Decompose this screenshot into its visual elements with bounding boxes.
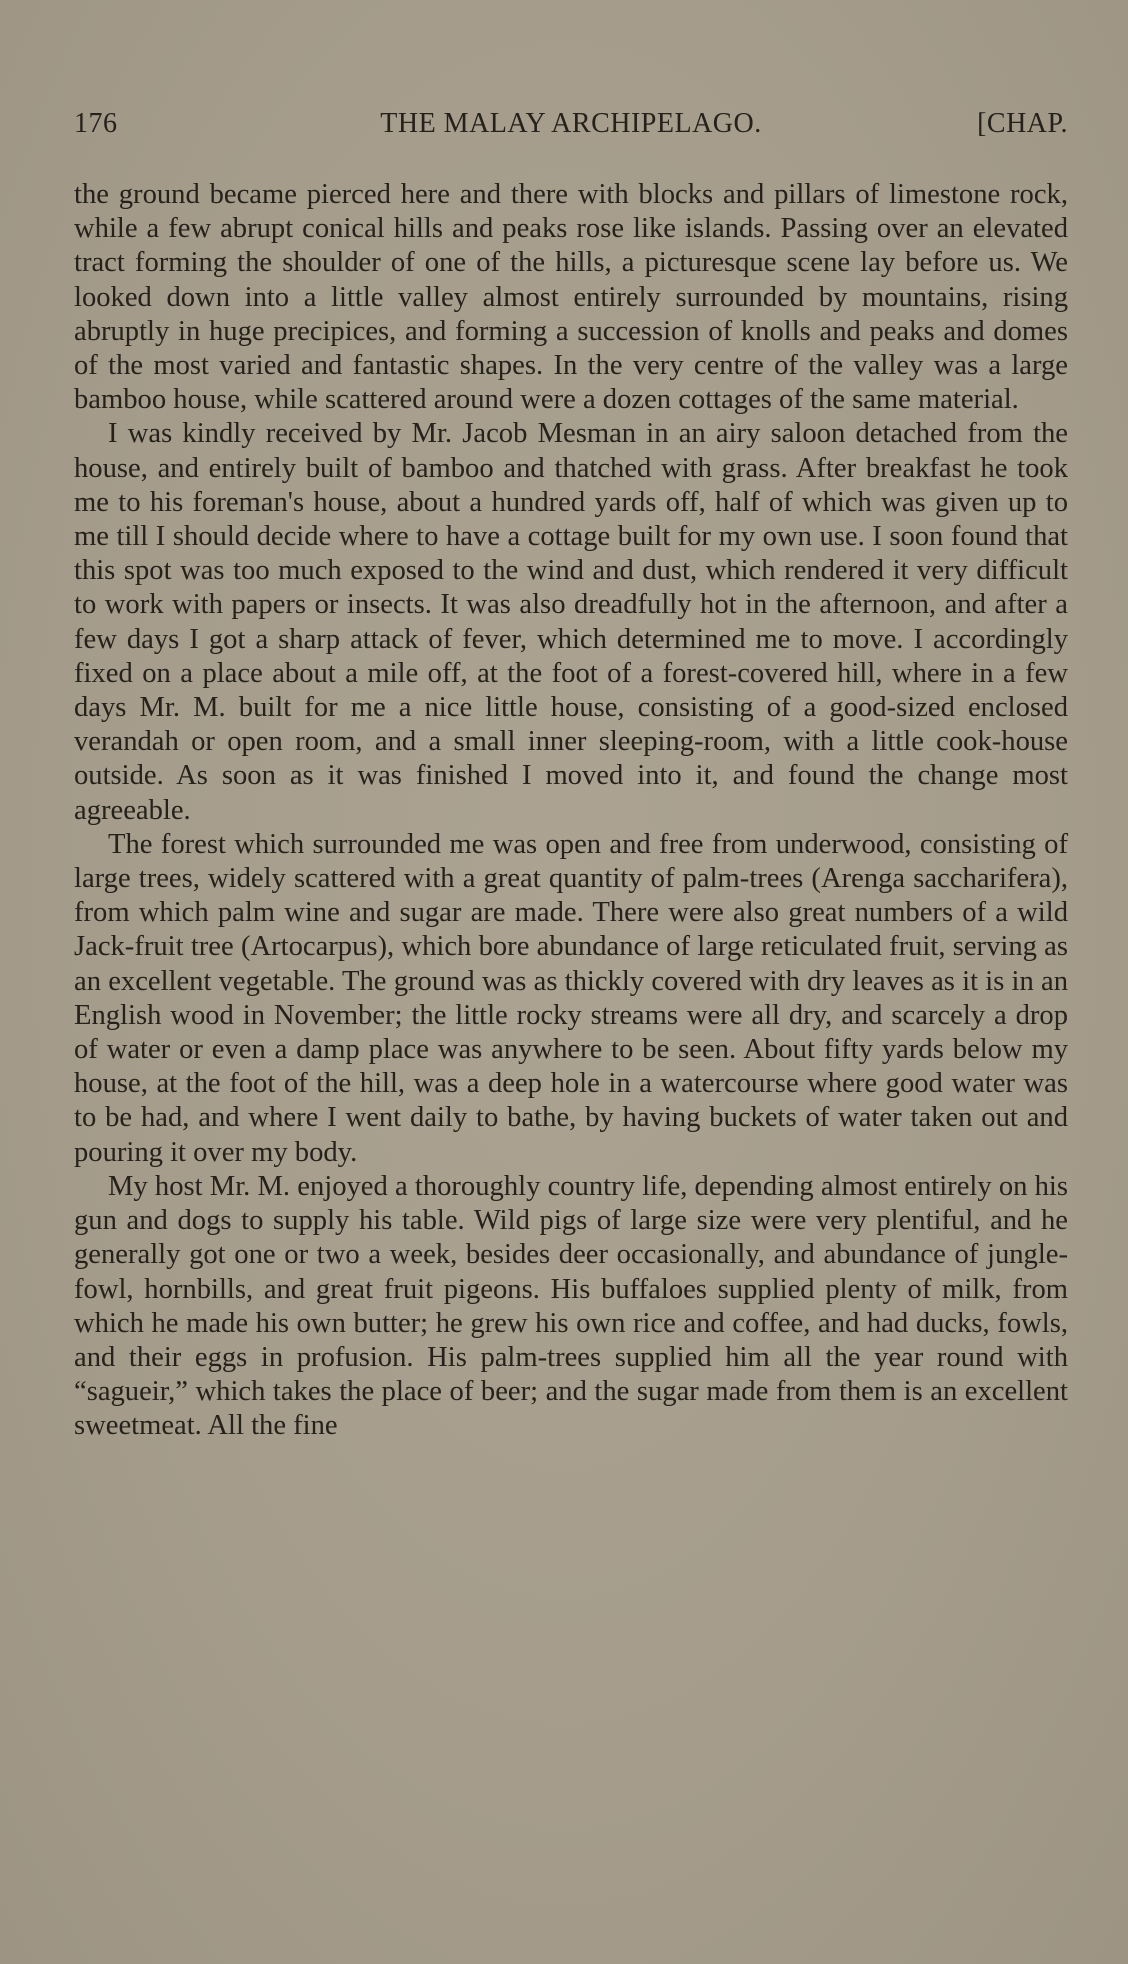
paragraph-4: My host Mr. M. enjoyed a thoroughly country life, depending almost entirely on his gun and dogs to supply his table. Wild pigs of large size were very plentiful, and he generally got one or two a week, besides deer occasionally, and abundance of jungle-fowl, hornbills, and great fruit pigeons. His buffaloes supplied plenty of milk, from which he made his own butter; he grew his own rice and coffee, and had ducks, fowls, and their eggs in profusion. His palm-trees supplied him all the year round with “sagueir,” which takes the place of beer; and the sugar made from them is an excellent sweetmeat. All the fine	[74, 1170, 1068, 1442]
chapter-mark: [CHAP.	[977, 108, 1068, 139]
page-header	[74, 108, 1068, 148]
running-title: THE MALAY ARCHIPELAGO.	[380, 108, 762, 139]
paragraph-3: The forest which surrounded me was open and free from underwood, consisting of large trees, widely scattered with a great quantity of palm-trees (Arenga saccharifera), from which palm wine and sugar are made. There were also great numbers of a wild Jack-fruit tree (Artocarpus), which bore abundance of large reticulated fruit, serving as an excellent vegetable. The ground was as thickly covered with dry leaves as it is in an English wood in November; the little rocky streams were all dry, and scarcely a drop of water or even a damp place was anywhere to be seen. About fifty yards below my house, at the foot of the hill, was a deep hole in a watercourse where good water was to be had, and where I went daily to bathe, by having buckets of water taken out and pouring it over my body.	[74, 828, 1068, 1168]
body-text	[74, 178, 1068, 1444]
paragraph-1: the ground became pierced here and there with blocks and pillars of limestone rock, while a few abrupt conical hills and peaks rose like islands. Passing over an elevated tract forming the shoulder of one of the hills, a picturesque scene lay before us. We looked down into a little valley almost entirely surrounded by mountains, rising abruptly in huge precipices, and forming a succession of knolls and peaks and domes of the most varied and fantastic shapes. In the very centre of the valley was a large bamboo house, while scattered around were a dozen cottages of the same material.	[74, 179, 1068, 416]
paragraph-2: I was kindly received by Mr. Jacob Mesman in an airy saloon detached from the house, and entirely built of bamboo and thatched with grass. After breakfast he took me to his foreman's house, about a hundred yards off, half of which was given up to me till I should decide where to have a cottage built for my own use. I soon found that this spot was too much exposed to the wind and dust, which rendered it very difficult to work with papers or insects. It was also dreadfully hot in the afternoon, and after a few days I got a sharp attack of fever, which determined me to move. I accordingly fixed on a place about a mile off, at the foot of a forest-covered hill, where in a few days Mr. M. built for me a nice little house, consisting of a good-sized enclosed verandah or open room, and a small inner sleeping-room, with a little cook-house outside. As soon as it was finished I moved into it, and found the change most agreeable.	[74, 418, 1068, 826]
page-number: 176	[74, 108, 118, 139]
